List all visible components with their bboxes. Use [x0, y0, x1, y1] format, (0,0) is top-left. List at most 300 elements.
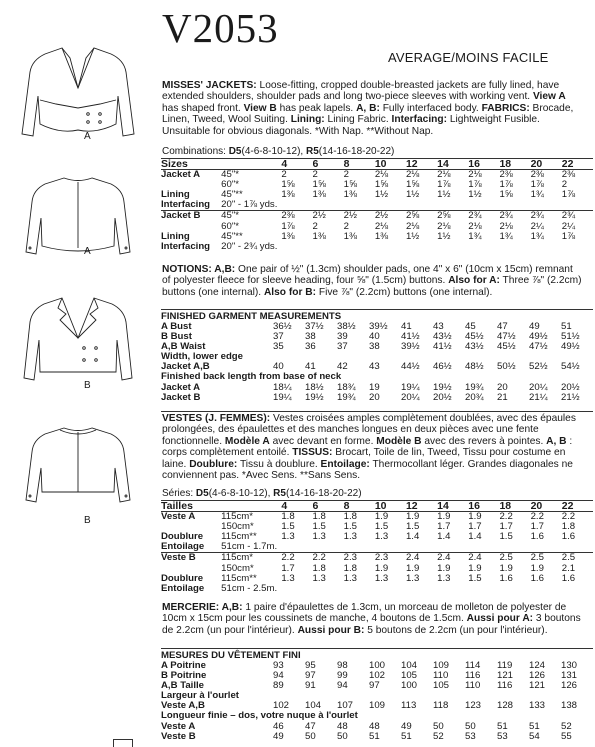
finished-value-cell: 110 — [433, 670, 449, 682]
combo-fr-d5: D5 — [195, 488, 209, 499]
size-row — [161, 584, 593, 594]
desc-fr-text: Vestes croisées amples complètement doublées, avec des épaules prolongées, des épaulettes et des manches longues en deux pièces avec une fente fonctionnelle. — [162, 413, 576, 447]
finished-value-cell: 55 — [561, 730, 572, 742]
size-header-cell: 10 — [375, 501, 406, 512]
desc-fr-ab-text: : corps complètement entoilé. — [162, 435, 573, 459]
size-value-cell: 2.5 — [562, 553, 593, 564]
notions-fr — [162, 602, 582, 636]
size-row-fabric: 20" - 1⅞ yds. — [221, 200, 278, 211]
size-value-cell: 2.4 — [437, 553, 468, 564]
finished-value-cell: 36 — [305, 341, 316, 353]
divider — [161, 411, 593, 412]
size-row-fabric: 115cm** — [221, 532, 257, 543]
size-row-fabric: 20" - 2¾ yds. — [221, 241, 278, 252]
size-table-fr — [161, 500, 593, 594]
size-value-cell: 1.3 — [437, 573, 451, 584]
finished-value-cell: 39½ — [369, 321, 388, 332]
size-value-cell: 2⅜ — [531, 170, 562, 181]
combo-fr-r5: R5 — [273, 488, 286, 499]
size-row — [161, 564, 593, 574]
size-row-label: Interfacing — [161, 200, 211, 211]
finished-value-cell: 20¼ — [401, 391, 420, 403]
size-value-cell: 1.3 — [312, 573, 326, 584]
jacket-b-front-sketch — [0, 290, 155, 390]
finished-value-cell: 104 — [401, 660, 418, 671]
size-value-cell: 1.9 — [530, 563, 544, 574]
finished-value-cell: 93 — [273, 660, 284, 671]
finished-value-cell: 51 — [401, 730, 412, 742]
finished-value-cell: 47 — [305, 720, 316, 732]
finished-value-cell: 21 — [497, 391, 508, 403]
size-value-cell: 1⅝ — [343, 180, 357, 191]
size-value-cell: 2.2 — [313, 553, 344, 564]
notions-en-also-b: Also for B: — [263, 286, 317, 298]
size-value-cell: 2⅛ — [374, 221, 389, 232]
size-header-cell: 8 — [344, 159, 375, 170]
finished-value-cell: 53 — [465, 730, 476, 742]
finished-row-label: Width, lower edge — [161, 351, 243, 363]
finished-value-cell: 41 — [305, 361, 316, 373]
combo-en-d5-sizes: (4-6-8-10-12), — [241, 146, 306, 157]
size-row-label — [161, 222, 221, 232]
finished-value-cell: 18¾ — [337, 381, 356, 393]
notions-fr-also-b: Aussi pour B: — [297, 624, 365, 636]
size-row-label: Entoilage — [161, 583, 205, 594]
size-value-cell: 2.2 — [499, 512, 530, 523]
finished-value-cell: 102 — [273, 700, 290, 712]
size-table-en — [161, 158, 593, 252]
size-value-cell: 1.5 — [312, 522, 326, 533]
size-header-cell: 6 — [313, 159, 344, 170]
size-value-cell: 2⅛ — [499, 221, 513, 232]
desc-en-ab-text: Fully interfaced body. — [379, 102, 479, 114]
finished-value-cell: 54½ — [561, 361, 580, 373]
size-value-cell: 1¾ — [530, 231, 544, 242]
size-value-cell: 1.7 — [530, 522, 544, 533]
size-row-label: Entoilage — [161, 542, 205, 553]
size-row — [161, 190, 593, 200]
finished-value-cell: 43 — [369, 361, 380, 373]
size-row — [161, 242, 593, 252]
size-header-label: Tailles — [161, 501, 221, 512]
size-header-row — [161, 501, 593, 512]
size-value-cell: 1.8 — [281, 512, 312, 523]
size-value-cell: 1.6 — [561, 532, 576, 543]
finished-value-cell: 20½ — [561, 381, 580, 393]
finished-value-cell: 51 — [369, 730, 380, 742]
finished-row-label: Finished back length from base of neck — [161, 371, 342, 383]
finished-value-cell: 38½ — [337, 321, 356, 332]
jacket-a-front-sketch — [0, 38, 155, 148]
finished-value-cell: 20½ — [433, 391, 452, 403]
size-value-cell: 1.4 — [468, 532, 482, 543]
finished-value-cell: 39 — [337, 331, 348, 343]
size-value-cell: 2 — [344, 170, 375, 181]
desc-fr-entoilage-text: Thermocollant léger. Grandes diagonales ne conviennent pas. *Avec Sens. **Sans Sens. — [162, 458, 573, 482]
finished-value-cell: 133 — [529, 700, 546, 712]
desc-en-interfacing: Interfacing: — [391, 114, 448, 126]
size-value-cell: 2⅛ — [468, 221, 482, 232]
size-value-cell: 2.5 — [499, 553, 530, 564]
desc-fr-mod-a: Modèle A — [224, 435, 270, 447]
sketch-label-a2: A — [84, 246, 91, 257]
size-row-label: Doublure — [161, 532, 204, 543]
size-header-cell: 22 — [562, 501, 593, 512]
size-header-cell: 18 — [499, 159, 530, 170]
size-value-cell: 1.5 — [374, 522, 389, 533]
size-row-fabric: 45"** — [221, 190, 243, 201]
size-value-cell: 1.5 — [468, 573, 482, 584]
size-header-cell: 16 — [468, 159, 499, 170]
finished-row-label: Jacket A,B — [161, 361, 210, 373]
size-row-label: Doublure — [161, 573, 204, 584]
finished-value-cell: 126 — [561, 680, 578, 692]
size-row-fabric: 45"* — [221, 170, 281, 181]
desc-en-title: MISSES' JACKETS: — [162, 80, 257, 91]
size-value-cell: 2⅛ — [406, 170, 437, 181]
size-value-cell: 2⅛ — [437, 221, 451, 232]
finished-value-cell: 97 — [305, 670, 316, 682]
finished-title: FINISHED GARMENT MEASUREMENTS — [161, 311, 342, 322]
finished-value-cell: 50½ — [497, 361, 516, 373]
size-value-cell: 1⅞ — [468, 180, 482, 191]
size-value-cell: 2½ — [344, 211, 375, 222]
pattern-number: V2053 — [162, 5, 279, 51]
finished-value-cell: 37½ — [305, 321, 324, 332]
size-row — [161, 553, 593, 564]
finished-value-cell: 42 — [337, 361, 348, 373]
size-row-fabric: 45"* — [221, 211, 281, 222]
size-value-cell: 1½ — [405, 231, 420, 242]
size-value-cell: 1¾ — [499, 231, 513, 242]
desc-en-lining-text: Lining Fabric. — [324, 114, 392, 126]
finished-value-cell: 118 — [433, 700, 449, 712]
size-value-cell: 1⅜ — [312, 190, 326, 201]
size-value-cell: 2.1 — [561, 563, 576, 574]
finished-value-cell: 94 — [273, 670, 284, 682]
size-value-cell: 1⅞ — [530, 180, 544, 191]
size-value-cell: 1⅞ — [281, 221, 295, 232]
size-value-cell: 2¼ — [561, 221, 576, 232]
size-value-cell: 2¾ — [499, 211, 530, 222]
finished-value-cell: 121 — [529, 680, 546, 692]
finished-value-cell: 19½ — [305, 391, 324, 403]
size-row — [161, 170, 593, 181]
size-value-cell: 1.9 — [437, 512, 468, 523]
size-value-cell: 1⅜ — [281, 231, 295, 242]
size-value-cell: 2 — [313, 170, 344, 181]
size-value-cell: 1.5 — [343, 522, 357, 533]
finished-value-cell: 89 — [273, 680, 284, 692]
finished-value-cell: 114 — [465, 660, 481, 671]
finished-value-cell: 105 — [401, 670, 418, 682]
finished-value-cell: 50 — [337, 730, 348, 742]
size-header-cell: 12 — [406, 501, 437, 512]
finished-value-cell: 100 — [369, 660, 386, 671]
desc-fr-mod-a-text: avec devant en forme. — [269, 435, 377, 447]
finished-value-cell: 44½ — [401, 361, 420, 373]
size-value-cell: 1½ — [374, 190, 389, 201]
finished-value-cell: 52 — [561, 720, 572, 732]
size-row-fabric: 60"* — [221, 180, 239, 191]
finished-value-cell: 99 — [337, 670, 348, 682]
size-value-cell: 1.3 — [405, 573, 420, 584]
jacket-b-back-sketch — [0, 420, 155, 510]
finished-row-label: Veste A,B — [161, 700, 205, 712]
size-value-cell: 2¾ — [531, 211, 562, 222]
size-row — [161, 200, 593, 211]
desc-en-view-a: View A — [532, 91, 566, 103]
size-value-cell: 1⅝ — [281, 180, 295, 191]
size-value-cell: 1.8 — [313, 512, 344, 523]
size-row — [161, 522, 593, 532]
finished-value-cell: 38 — [369, 341, 380, 353]
finished-value-cell: 51 — [497, 720, 508, 732]
description-fr — [162, 413, 582, 481]
combo-en-d5: D5 — [228, 146, 242, 157]
size-value-cell: 1.3 — [374, 532, 389, 543]
size-row — [161, 542, 593, 553]
size-row-label: Veste B — [161, 553, 221, 564]
size-header-cell: 4 — [281, 159, 312, 170]
notions-en-label: NOTIONS: A,B: — [162, 264, 236, 275]
size-value-cell: 1.9 — [405, 563, 420, 574]
size-row-label — [161, 564, 221, 574]
size-row — [161, 574, 593, 584]
size-header-cell: 14 — [437, 501, 468, 512]
size-value-cell: 2 — [343, 221, 349, 232]
finished-value-cell: 100 — [401, 680, 418, 692]
finished-value-cell: 43½ — [465, 341, 484, 353]
size-value-cell: 1.5 — [499, 532, 513, 543]
size-value-cell: 1⅜ — [312, 231, 326, 242]
finished-value-cell: 18¼ — [273, 381, 292, 393]
size-value-cell: 1⅝ — [312, 180, 326, 191]
finished-value-cell: 21¼ — [529, 391, 548, 403]
desc-fr-doublure-text: Tissu à doublure. — [237, 458, 321, 470]
size-header-spacer — [221, 501, 281, 512]
finished-value-cell: 40 — [273, 361, 284, 373]
finished-measurements-en — [161, 311, 593, 403]
size-value-cell: 2 — [281, 170, 312, 181]
size-value-cell: 1.9 — [468, 512, 499, 523]
size-value-cell: 1.3 — [343, 532, 357, 543]
size-value-cell: 2.2 — [281, 553, 312, 564]
finished-value-cell: 50 — [305, 730, 316, 742]
size-row-label: Lining — [161, 190, 190, 201]
finished-value-cell: 110 — [465, 680, 481, 692]
finished-value-cell: 52½ — [529, 361, 548, 373]
size-value-cell: 2.4 — [468, 553, 499, 564]
desc-fr-title: VESTES (J. FEMMES): — [162, 413, 271, 424]
finished-value-cell: 20 — [497, 381, 508, 393]
finished-value-cell: 49 — [401, 720, 412, 732]
size-value-cell: 1.8 — [312, 563, 326, 574]
finished-value-cell: 19¼ — [273, 391, 292, 403]
size-value-cell: 1⅝ — [499, 190, 513, 201]
size-row-fabric: 51cm - 1.7m. — [221, 542, 278, 553]
finished-value-cell: 50 — [465, 720, 476, 732]
size-value-cell: 1⅞ — [499, 180, 513, 191]
finished-value-cell: 18½ — [305, 381, 324, 393]
size-value-cell: 1.9 — [437, 563, 451, 574]
size-header-cell: 16 — [468, 501, 499, 512]
size-row-fabric: 115cm* — [221, 512, 281, 523]
size-value-cell: 1.7 — [468, 522, 482, 533]
size-value-cell: 1.9 — [374, 563, 389, 574]
finished-value-cell: 98 — [337, 660, 348, 671]
size-row-label — [161, 180, 221, 190]
difficulty-level: AVERAGE/MOINS FACILE — [388, 50, 549, 65]
finished-row-label: Longueur finie – dos, votre nuque à l'ourlet — [161, 710, 358, 722]
combo-en-r5-sizes: (14-16-18-20-22) — [318, 146, 395, 157]
finished-value-cell: 51½ — [561, 331, 580, 343]
size-value-cell: 1.3 — [281, 573, 295, 584]
finished-value-cell: 21½ — [561, 391, 580, 403]
size-row-label: Veste A — [161, 512, 221, 523]
size-value-cell: 2 — [312, 221, 318, 232]
finished-value-cell: 128 — [497, 700, 514, 712]
finished-row-label: Jacket B — [161, 391, 201, 403]
finished-value-cell: 46 — [273, 720, 284, 732]
size-row — [161, 222, 593, 232]
size-value-cell: 1.3 — [374, 573, 389, 584]
notions-fr-label: MERCERIE: A,B: — [162, 602, 243, 613]
size-header-label: Sizes — [161, 159, 221, 170]
size-value-cell: 2⅝ — [406, 211, 437, 222]
size-value-cell: 2¾ — [562, 211, 593, 222]
finished-value-cell: 47½ — [529, 341, 548, 353]
size-value-cell: 1.8 — [561, 522, 576, 533]
size-value-cell: 1.6 — [499, 573, 513, 584]
size-value-cell: 2.2 — [531, 512, 562, 523]
size-value-cell: 2¼ — [530, 221, 544, 232]
size-value-cell: 2⅛ — [405, 221, 420, 232]
notions-en — [162, 264, 582, 298]
size-row — [161, 211, 593, 222]
finished-value-cell: 116 — [465, 670, 481, 682]
finished-row-label: A Bust — [161, 321, 192, 332]
finished-value-cell: 43½ — [433, 331, 452, 343]
finished-value-cell: 105 — [433, 680, 450, 692]
size-value-cell: 1¾ — [530, 190, 544, 201]
size-row-fabric: 45"** — [221, 231, 243, 242]
finished-title: MESURES DU VÊTEMENT FINI — [161, 650, 301, 661]
size-value-cell: 1.7 — [499, 522, 513, 533]
finished-value-cell: 19½ — [433, 381, 452, 393]
barcode-icon — [113, 739, 133, 747]
finished-value-cell: 19¼ — [401, 381, 420, 393]
size-header-cell: 14 — [437, 159, 468, 170]
finished-value-cell: 39½ — [401, 341, 420, 353]
desc-en-ab: A, B: — [356, 102, 380, 114]
size-value-cell: 1⅜ — [281, 190, 295, 201]
desc-en-text: Loose-fitting, cropped double-breasted jackets are fully lined, have extended shoulders, shoulder pads and long two-piece sleeves with working vent. — [162, 80, 560, 103]
size-value-cell: 2½ — [375, 211, 406, 222]
notions-fr-also-b-text: 5 boutons de 2.2cm (un pour l'intérieur). — [364, 624, 548, 636]
size-value-cell: 1.6 — [530, 532, 544, 543]
finished-value-cell: 20 — [369, 391, 380, 403]
finished-row-label: Veste A — [161, 720, 196, 732]
size-row-label — [161, 522, 221, 532]
size-row-fabric: 150cm* — [221, 522, 254, 533]
size-value-cell: 2.5 — [531, 553, 562, 564]
size-header-cell: 20 — [531, 159, 562, 170]
size-value-cell: 2¾ — [468, 211, 499, 222]
size-value-cell: 2.3 — [344, 553, 375, 564]
size-header-cell: 20 — [531, 501, 562, 512]
notions-fr-also-a: Aussi pour A: — [466, 613, 534, 625]
finished-value-cell: 19¾ — [465, 381, 484, 393]
finished-row-label: Jacket A — [161, 381, 201, 393]
size-row — [161, 232, 593, 242]
size-row-fabric: 51cm - 2.5m. — [221, 583, 278, 594]
notions-fr-text: 1 paire d'épaulettes de 1.3cm, un morceau de molleton de polyester de 10cm x 15cm pour les coussinets de manche, 4 boutons de 1.5cm. — [162, 602, 567, 625]
size-header-row — [161, 159, 593, 170]
size-value-cell: 1.9 — [375, 512, 406, 523]
finished-row — [161, 732, 593, 742]
size-value-cell: 1.4 — [437, 532, 451, 543]
size-value-cell: 1.9 — [499, 563, 513, 574]
finished-value-cell: 48 — [369, 720, 380, 732]
size-value-cell: 1.8 — [343, 563, 357, 574]
size-value-cell: 2.4 — [406, 553, 437, 564]
notions-fr-also-a-text: 3 boutons de 2.2cm (un pour l'intérieur). — [162, 613, 581, 636]
desc-fr-ab: A, B — [546, 435, 567, 447]
desc-en-view-b: View B — [243, 102, 277, 114]
finished-row — [161, 393, 593, 403]
size-row-fabric: 150cm* — [221, 563, 254, 574]
size-value-cell: 1.3 — [343, 573, 357, 584]
size-value-cell: 1½ — [468, 190, 482, 201]
finished-value-cell: 38 — [305, 331, 316, 343]
size-header-cell: 22 — [562, 159, 593, 170]
finished-value-cell: 41 — [401, 321, 412, 332]
size-row — [161, 180, 593, 190]
size-value-cell: 1⅞ — [561, 231, 576, 242]
divider — [161, 648, 593, 649]
finished-value-cell: 46½ — [433, 361, 452, 373]
size-header-cell: 18 — [499, 501, 530, 512]
combinations-fr — [162, 488, 362, 499]
finished-value-cell: 102 — [369, 670, 386, 682]
finished-value-cell: 36½ — [273, 321, 292, 332]
finished-row-label: A,B Waist — [161, 341, 206, 353]
finished-value-cell: 19¾ — [337, 391, 356, 403]
size-value-cell: 1.8 — [344, 512, 375, 523]
finished-row-label: A Poitrine — [161, 660, 206, 671]
size-value-cell: 2⅜ — [281, 211, 312, 222]
size-row-label: Jacket B — [161, 211, 221, 222]
notions-en-text: One pair of ½" (1.3cm) shoulder pads, one 4" x 6" (10cm x 15cm) remnant of polyester fleece for sleeve heading, four ⅝" (1.5cm) buttons. — [162, 264, 573, 287]
desc-fr-mod-b-text: avec des revers à pointes. — [421, 435, 547, 447]
notions-en-also-a-text: Three ⅞" (2.2cm) buttons (one internal). — [162, 275, 582, 298]
combinations-en — [162, 146, 394, 157]
finished-value-cell: 41½ — [433, 341, 452, 353]
finished-value-cell: 51 — [529, 720, 540, 732]
finished-value-cell: 49 — [529, 321, 540, 332]
desc-en-lining: Lining: — [290, 114, 325, 126]
finished-value-cell: 109 — [433, 660, 450, 671]
finished-value-cell: 131 — [561, 670, 578, 682]
size-value-cell: 1½ — [405, 190, 420, 201]
finished-value-cell: 45 — [465, 321, 476, 332]
finished-value-cell: 45½ — [497, 341, 516, 353]
finished-value-cell: 48 — [337, 720, 348, 732]
size-value-cell: 1½ — [437, 231, 451, 242]
finished-value-cell: 138 — [561, 700, 578, 712]
size-value-cell: 2⅝ — [437, 211, 468, 222]
